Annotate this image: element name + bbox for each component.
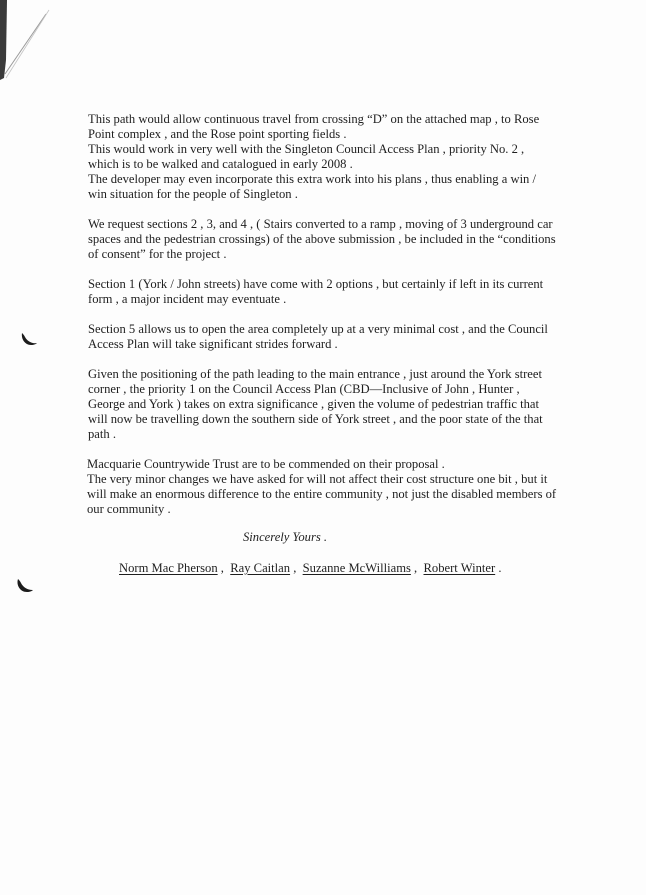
text-line: spaces and the pedestrian crossings) of the above submission , be included in the “conditions (88, 232, 556, 246)
signatory-name: Suzanne McWilliams (302, 561, 411, 575)
letter-body (88, 112, 588, 532)
text-line: will make an enormous difference to the entire community , not just the disabled members of (87, 487, 557, 501)
text-line: The very minor changes we have asked for will not affect their cost structure one bit , but it (87, 472, 548, 486)
signatory-name: Norm Mac Pherson (119, 561, 218, 575)
text-line: George and York ) takes on extra significance , given the volume of pedestrian traffic that (88, 397, 540, 411)
punch-hole-shadow (19, 330, 39, 348)
text-line: Point complex , and the Rose point sporting fields . (88, 127, 347, 141)
text-line: our community . (87, 502, 171, 516)
text-line: We request sections 2 , 3, and 4 , ( Stairs converted to a ramp , moving of 3 underground car (88, 217, 553, 231)
punch-hole-shadow (15, 577, 35, 595)
paragraph-section-1 (88, 277, 588, 307)
text-line: Section 5 allows us to open the area completely up at a very minimal cost , and the Council (88, 322, 548, 336)
text-line: corner , the priority 1 on the Council Access Plan (CBD—Inclusive of John , Hunter , (88, 382, 520, 396)
text-line: Given the positioning of the path leading to the main entrance , just around the York street (88, 367, 542, 381)
paragraph-path-positioning (88, 367, 588, 442)
paragraph-section-5 (88, 322, 588, 352)
signature-separator: , (410, 561, 424, 575)
text-line: of consent” for the project . (88, 247, 227, 261)
closing-salutation: Sincerely Yours . (243, 530, 328, 544)
text-line: path . (88, 427, 116, 441)
paragraph-commendation (87, 457, 588, 517)
text-line: This would work in very well with the Singleton Council Access Plan , priority No. 2 , (88, 142, 525, 156)
paragraph-path-travel (88, 112, 588, 202)
text-line: Section 1 (York / John streets) have come with 2 options , but certainly if left in its current (88, 277, 544, 291)
signatory-name: Robert Winter (423, 561, 496, 575)
text-line: This path would allow continuous travel from crossing “D” on the attached map , to Rose (88, 112, 540, 126)
signature-separator: , (290, 561, 303, 575)
signatory-name: Ray Caitlan (230, 561, 291, 575)
signature-line (119, 561, 501, 576)
paragraph-request-sections (88, 217, 588, 262)
signature-end: . (495, 561, 502, 575)
text-line: Macquarie Countrywide Trust are to be commended on their proposal . (87, 457, 445, 471)
text-line: will now be travelling down the southern side of York street , and the poor state of the that (88, 412, 543, 426)
text-line: form , a major incident may eventuate . (88, 292, 287, 306)
text-line: which is to be walked and catalogued in early 2008 . (88, 157, 353, 171)
signature-separator: , (217, 561, 231, 575)
text-line: win situation for the people of Singleton . (88, 187, 298, 201)
text-line: The developer may even incorporate this extra work into his plans , thus enabling a win / (88, 172, 537, 186)
text-line: Access Plan will take significant strides forward . (88, 337, 338, 351)
scan-edge-mark (0, 0, 60, 85)
